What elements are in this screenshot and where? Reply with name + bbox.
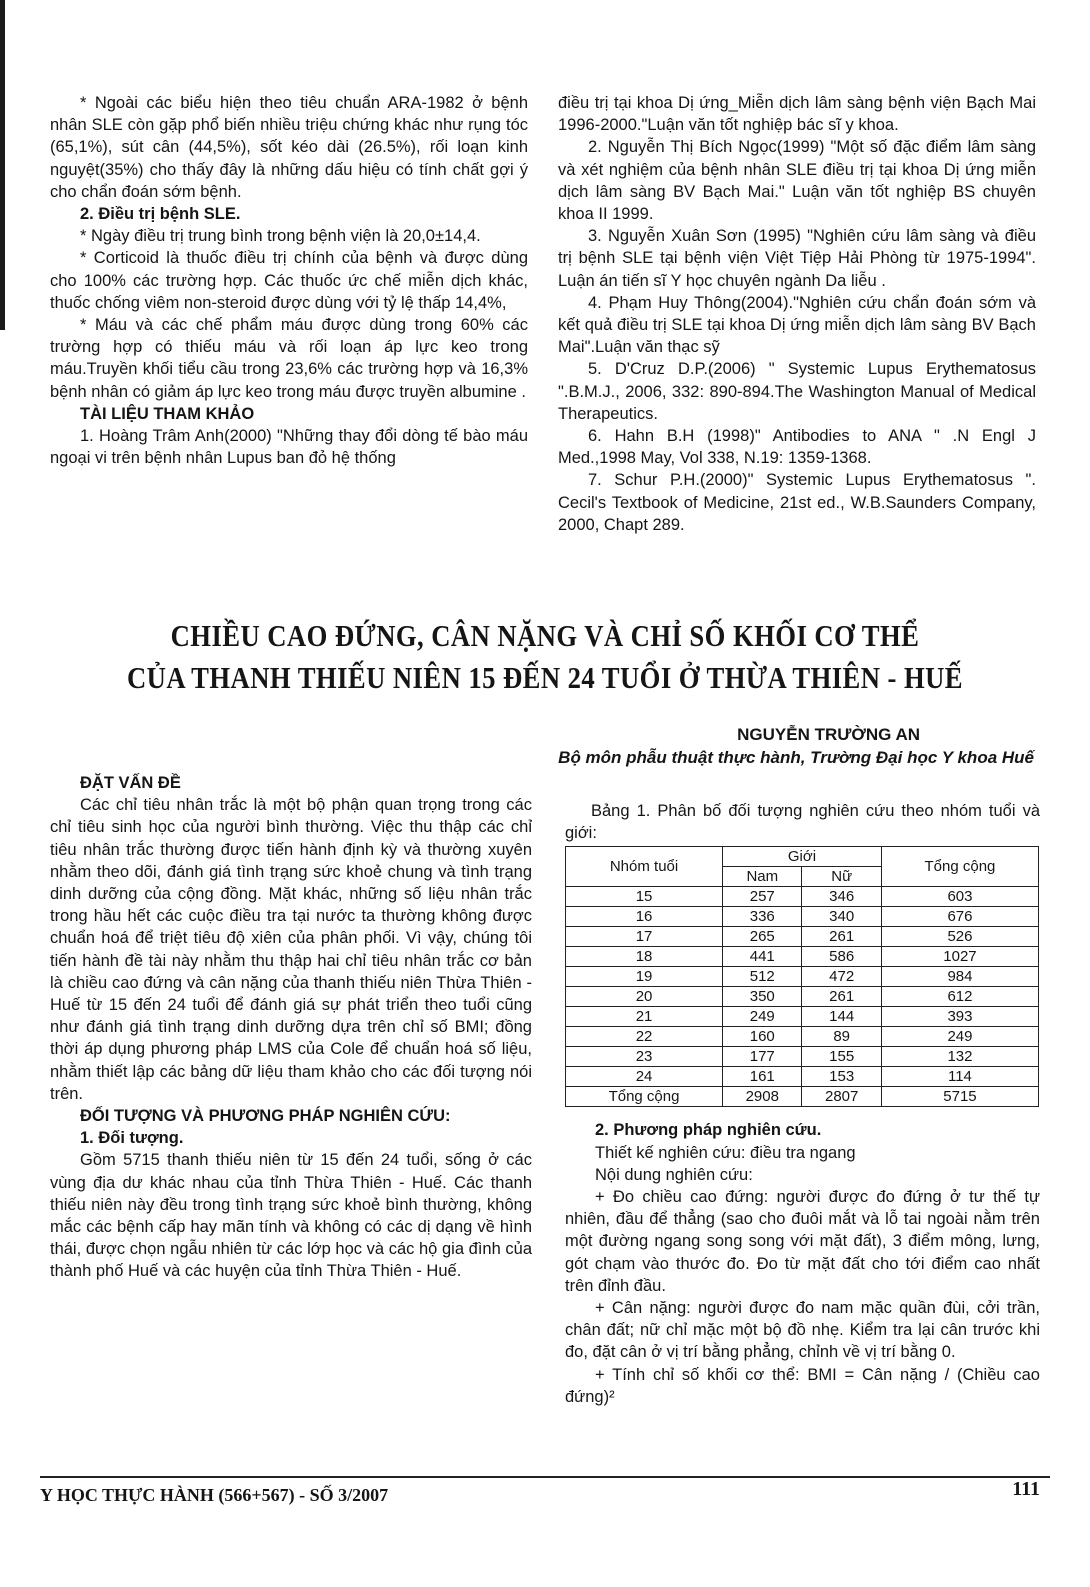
table-row xyxy=(566,947,1039,967)
section-heading: ĐỐI TƯỢNG VÀ PHƯƠNG PHÁP NGHIÊN CỨU: xyxy=(80,1107,451,1126)
table-cell: 257 xyxy=(723,887,802,907)
table-cell: 472 xyxy=(802,967,881,987)
table-cell: 160 xyxy=(723,1027,802,1047)
table-cell: 16 xyxy=(566,907,723,927)
article-title-line-2: CỦA THANH THIẾU NIÊN 15 ĐẾN 24 TUỔI Ở THỪA THIÊN - HUẾ xyxy=(126,660,964,695)
col-header-female: Nữ xyxy=(802,867,881,887)
table-cell: 17 xyxy=(566,927,723,947)
article-title-line-1: CHIỀU CAO ĐỨNG, CÂN NẶNG VÀ CHỈ SỐ KHỐI CƠ THỂ xyxy=(170,618,920,653)
table-cell: 132 xyxy=(881,1047,1038,1067)
top-right-column xyxy=(558,92,1036,536)
table-cell: 586 xyxy=(802,947,881,967)
reference-item: 5. D'Cruz D.P.(2006) " Systemic Lupus Erythematosus ".B.M.J., 2006, 332: 890-894.The Washington Manual of Medical Therapeutics. xyxy=(558,360,1036,423)
paragraph: + Cân nặng: người được đo nam mặc quần đùi, cởi trần, chân đất; nữ chỉ mặc một bộ đồ nhẹ. Kiểm tra lại cân trước khi đo, đặt cân ở vị trí bằng phẳng, chỉnh về vị trí bằng 0. xyxy=(565,1299,1040,1362)
bottom-left-column xyxy=(50,772,532,1283)
footer-rule xyxy=(40,1476,1050,1478)
reference-item: 3. Nguyễn Xuân Sơn (1995) "Nghiên cứu lâm sàng và điều trị bệnh SLE tại bệnh viện Việt Tiệp Hải Phòng từ 1975-1994". Luận án tiến sĩ Y học chuyên ngành Da liễu . xyxy=(558,227,1036,290)
col-header-sex: Giới xyxy=(723,847,882,867)
table-cell: 19 xyxy=(566,967,723,987)
author-name: NGUYỄN TRƯỜNG AN xyxy=(737,725,920,744)
paragraph: * Máu và các chế phẩm máu được dùng trong 60% các trường hợp có thiếu máu và rối loạn áp lực keo trong máu.Truyền khối tiểu cầu trong 23,6% các trường hợp và 16,3% bệnh nhân có giảm áp lực keo trong máu được truyền albumine . xyxy=(50,316,528,401)
table-cell: 249 xyxy=(723,1007,802,1027)
paragraph: + Đo chiều cao đứng: người được đo đứng ở tư thế tự nhiên, đầu để thẳng (sao cho đuôi mắt và lỗ tai ngoài nằm trên một đường ngang song song với mặt đất), 3 điểm mông, lưng, gót chạm vào thước đo. Đo từ mặt đất cho tới điểm cao nhất trên đỉnh đầu. xyxy=(565,1188,1040,1295)
col-header-male: Nam xyxy=(723,867,802,887)
reference-item: 1. Hoàng Trâm Anh(2000) "Những thay đổi dòng tế bào máu ngoại vi trên bệnh nhân Lupus ban đỏ hệ thống xyxy=(50,427,528,468)
table-cell: 612 xyxy=(881,987,1038,1007)
section-heading: ĐẶT VẤN ĐỀ xyxy=(80,774,181,792)
table-row xyxy=(566,987,1039,1007)
table-cell: 22 xyxy=(566,1027,723,1047)
table-cell: Tổng cộng xyxy=(566,1087,723,1107)
paragraph: Gồm 5715 thanh thiếu niên từ 15 đến 24 tuổi, sống ở các vùng địa dư khác nhau của tỉnh Thừa Thiên - Huế. Các thanh thiếu niên này đều trong tình trạng sức khoẻ bình thường, không mắc các bệnh cấp hay mãn tính và không có các dị dạng về hình thái, được chọn ngẫu nhiên từ các lớp học và các hộ gia đình của thành phố Huế và các huyện của tỉnh Thừa Thiên - Huế. xyxy=(50,1151,532,1281)
paragraph: * Corticoid là thuốc điều trị chính của bệnh và được dùng cho 100% các trường hợp. Các thuốc ức chế miễn dịch khác, thuốc chống viêm non-steroid được dùng với tỷ lệ thấp 14,4%, xyxy=(50,249,528,312)
table-cell: 261 xyxy=(802,987,881,1007)
table-cell: 177 xyxy=(723,1047,802,1067)
table-cell: 676 xyxy=(881,907,1038,927)
table-cell: 441 xyxy=(723,947,802,967)
table-cell: 984 xyxy=(881,967,1038,987)
table-cell: 1027 xyxy=(881,947,1038,967)
reference-item: điều trị tại khoa Dị ứng_Miễn dịch lâm sàng bệnh viện Bạch Mai 1996-2000."Luận văn tốt nghiệp bác sĩ y khoa. xyxy=(558,94,1036,135)
reference-item: 2. Nguyễn Thị Bích Ngọc(1999) "Một số đặc điểm lâm sàng và xét nghiệm của bệnh nhân SLE điều trị tại khoa Dị ứng miễn dịch lâm sàng BV Bạch Mai." Luận văn tốt nghiệp BS chuyên khoa II 1999. xyxy=(558,138,1036,224)
table-row xyxy=(566,907,1039,927)
table-row xyxy=(566,927,1039,947)
table-cell: 24 xyxy=(566,1067,723,1087)
col-header-group: Nhóm tuổi xyxy=(566,847,723,887)
table-cell: 23 xyxy=(566,1047,723,1067)
bottom-right-column xyxy=(565,800,1040,1408)
table-row xyxy=(566,1087,1039,1107)
table-row xyxy=(566,1067,1039,1087)
table-caption: Bảng 1. Phân bố đối tượng nghiên cứu theo nhóm tuổi và giới: xyxy=(565,802,1040,843)
paragraph: Thiết kế nghiên cứu: điều tra ngang xyxy=(595,1143,856,1162)
subsection-heading: 2. Phương pháp nghiên cứu. xyxy=(595,1121,822,1140)
age-sex-distribution-table xyxy=(565,846,1039,1107)
table-cell: 512 xyxy=(723,967,802,987)
paragraph: + Tính chỉ số khối cơ thể: BMI = Cân nặng / (Chiều cao đứng)² xyxy=(565,1365,1040,1406)
subsection-heading: 1. Đối tượng. xyxy=(80,1129,184,1148)
top-left-column xyxy=(50,92,528,469)
table-cell: 155 xyxy=(802,1047,881,1067)
table-cell: 261 xyxy=(802,927,881,947)
table-cell: 346 xyxy=(802,887,881,907)
table-row xyxy=(566,1047,1039,1067)
references-heading: TÀI LIỆU THAM KHẢO xyxy=(80,404,255,423)
table-cell: 21 xyxy=(566,1007,723,1027)
table-cell: 336 xyxy=(723,907,802,927)
table-cell: 526 xyxy=(881,927,1038,947)
table-cell: 340 xyxy=(802,907,881,927)
table-row xyxy=(566,967,1039,987)
paragraph: Các chỉ tiêu nhân trắc là một bộ phận quan trọng trong các chỉ tiêu sinh học của người bình thường. Việc thu thập các chỉ tiêu nhân trắc thường được tiến hành định kỳ và thường xuyên nhằm theo dõi, đánh giá tình trạng sức khoẻ chung và tình trạng dinh dưỡng của cộng đồng. Mặt khác, những số liệu nhân trắc trong hầu hết các cuộc điều tra tại nước ta thường không được chuẩn hoá để triệt tiêu độ xiên của phân phối. Vì vậy, chúng tôi tiến hành đề tài này nhằm thu thập hai chỉ tiêu nhân trắc cơ bản là chiều cao đứng và cân nặng của thanh thiếu niên Thừa Thiên - Huế từ 15 đến 24 tuổi để đánh giá sự phát triển theo tuổi cũng như đánh giá tình trạng dinh dưỡng dựa trên chỉ số BMI; đồng thời áp dụng phương pháp LMS của Cole để chuẩn hoá số liệu, nhằm thiết lập các bảng dữ liệu tham khảo cho các đối tượng nói trên. xyxy=(50,796,532,1103)
table-row xyxy=(566,1007,1039,1027)
table-cell: 161 xyxy=(723,1067,802,1087)
reference-item: 7. Schur P.H.(2000)" Systemic Lupus Erythematosus ". Cecil's Textbook of Medicine, 21st ed., W.B.Saunders Company, 2000, Chapt 289. xyxy=(558,471,1036,534)
table-body xyxy=(566,887,1039,1107)
table-cell: 2807 xyxy=(802,1087,881,1107)
table-cell: 5715 xyxy=(881,1087,1038,1107)
table-cell: 18 xyxy=(566,947,723,967)
table-cell: 114 xyxy=(881,1067,1038,1087)
table-cell: 89 xyxy=(802,1027,881,1047)
col-header-total: Tổng cộng xyxy=(881,847,1038,887)
table-cell: 393 xyxy=(881,1007,1038,1027)
paragraph: * Ngoài các biểu hiện theo tiêu chuẩn ARA-1982 ở bệnh nhân SLE còn gặp phổ biến nhiều triệu chứng khác như rụng tóc (65,1%), sút cân (44,5%), sốt kéo dài (26.5%), rối loạn kinh nguyệt(35%) cho thấy đây là những dấu hiệu có tính chất gợi ý cho chẩn đoán sớm bệnh. xyxy=(50,94,528,201)
table-cell: 249 xyxy=(881,1027,1038,1047)
page-number: 111 xyxy=(1012,1478,1040,1500)
table-cell: 265 xyxy=(723,927,802,947)
author-affiliation: Bộ môn phẫu thuật thực hành, Trường Đại học Y khoa Huế xyxy=(558,748,1034,767)
table-row xyxy=(566,887,1039,907)
table-cell: 603 xyxy=(881,887,1038,907)
table-cell: 350 xyxy=(723,987,802,1007)
journal-footer: Y HỌC THỰC HÀNH (566+567) - SỐ 3/2007 xyxy=(40,1485,389,1505)
table-cell: 20 xyxy=(566,987,723,1007)
reference-item: 6. Hahn B.H (1998)" Antibodies to ANA " .N Engl J Med.,1998 May, Vol 338, N.19: 1359-1368. xyxy=(558,427,1036,468)
table-cell: 2908 xyxy=(723,1087,802,1107)
paragraph: Nội dung nghiên cứu: xyxy=(595,1165,753,1184)
table-cell: 153 xyxy=(802,1067,881,1087)
table-cell: 15 xyxy=(566,887,723,907)
paragraph: * Ngày điều trị trung bình trong bệnh viện là 20,0±14,4. xyxy=(80,227,481,246)
section-heading: 2. Điều trị bệnh SLE. xyxy=(80,205,241,224)
table-cell: 144 xyxy=(802,1007,881,1027)
reference-item: 4. Phạm Huy Thông(2004)."Nghiên cứu chẩn đoán sớm và kết quả điều trị SLE tại khoa Dị ứng miễn dịch lâm sàng BV Bạch Mai".Luận văn thạc sỹ xyxy=(558,293,1036,357)
table-row xyxy=(566,1027,1039,1047)
left-margin-rule xyxy=(0,0,5,330)
